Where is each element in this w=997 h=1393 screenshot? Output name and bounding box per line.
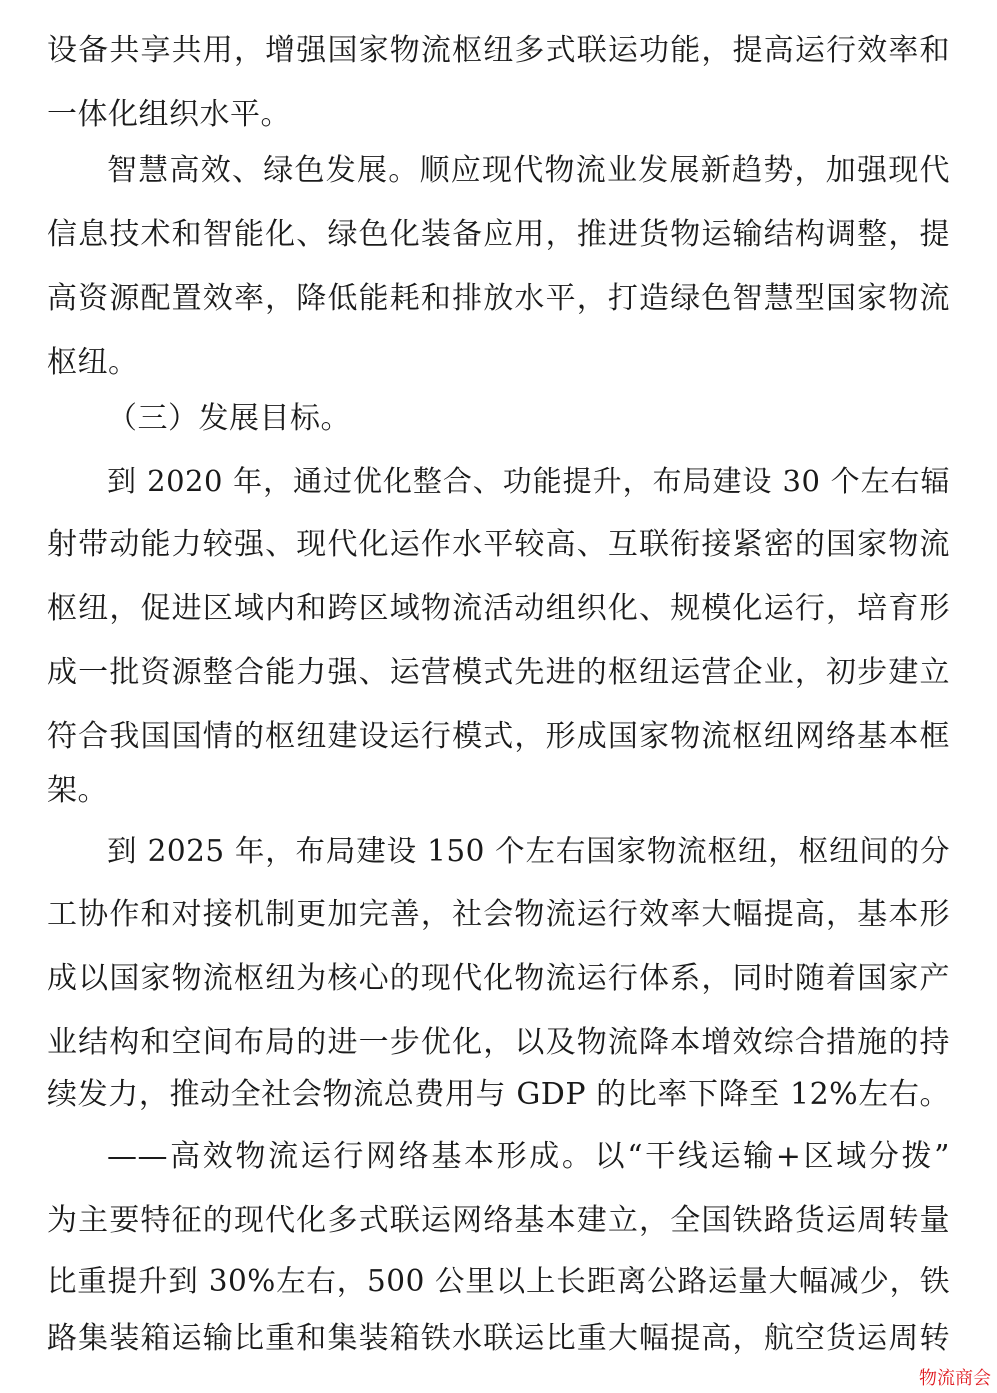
text-line: 枢纽，促进区域内和跨区域物流活动组织化、规模化运行，培育形 — [47, 591, 950, 626]
section-heading: （三）发展目标。 — [107, 401, 351, 436]
text-line: 工协作和对接机制更加完善，社会物流运行效率大幅提高，基本形 — [47, 897, 950, 932]
text-line: 射带动能力较强、现代化运作水平较高、互联衔接紧密的国家物流 — [47, 527, 950, 562]
text-line: 比重提升到 30%左右，500 公里以上长距离公路运量大幅减少，铁 — [47, 1264, 950, 1298]
text-line: 枢纽。 — [47, 345, 139, 380]
text-line: 成一批资源整合能力强、运营模式先进的枢纽运营企业，初步建立 — [47, 655, 950, 690]
text-line: 智慧高效、绿色发展。顺应现代物流业发展新趋势，加强现代 — [107, 153, 950, 188]
text-line: 架。 — [47, 773, 108, 808]
text-line: ——高效物流运行网络基本形成。以“干线运输+区域分拨” — [107, 1139, 950, 1174]
watermark-text: 物流商会 — [919, 1368, 991, 1389]
text-line: 到 2025 年，布局建设 150 个左右国家物流枢纽，枢纽间的分 — [107, 834, 950, 868]
text-line: 高资源配置效率，降低能耗和排放水平，打造绿色智慧型国家物流 — [47, 281, 950, 316]
text-line: 信息技术和智能化、绿色化装备应用，推进货物运输结构调整，提 — [47, 217, 950, 252]
text-line: 为主要特征的现代化多式联运网络基本建立，全国铁路货运周转量 — [47, 1203, 950, 1238]
text-line: 设备共享共用，增强国家物流枢纽多式联运功能，提高运行效率和 — [47, 33, 950, 68]
text-line: 符合我国国情的枢纽建设运行模式，形成国家物流枢纽网络基本框 — [47, 719, 950, 754]
text-line: 成以国家物流枢纽为核心的现代化物流运行体系，同时随着国家产 — [47, 961, 950, 996]
text-line: 业结构和空间布局的进一步优化，以及物流降本增效综合措施的持 — [47, 1025, 950, 1060]
text-line: 到 2020 年，通过优化整合、功能提升，布局建设 30 个左右辐 — [107, 464, 950, 498]
text-line: 路集装箱运输比重和集装箱铁水联运比重大幅提高，航空货运周转 — [47, 1321, 950, 1356]
text-line: 续发力，推动全社会物流总费用与 GDP 的比率下降至 12%左右。 — [47, 1077, 950, 1112]
text-line: 一体化组织水平。 — [47, 97, 291, 132]
